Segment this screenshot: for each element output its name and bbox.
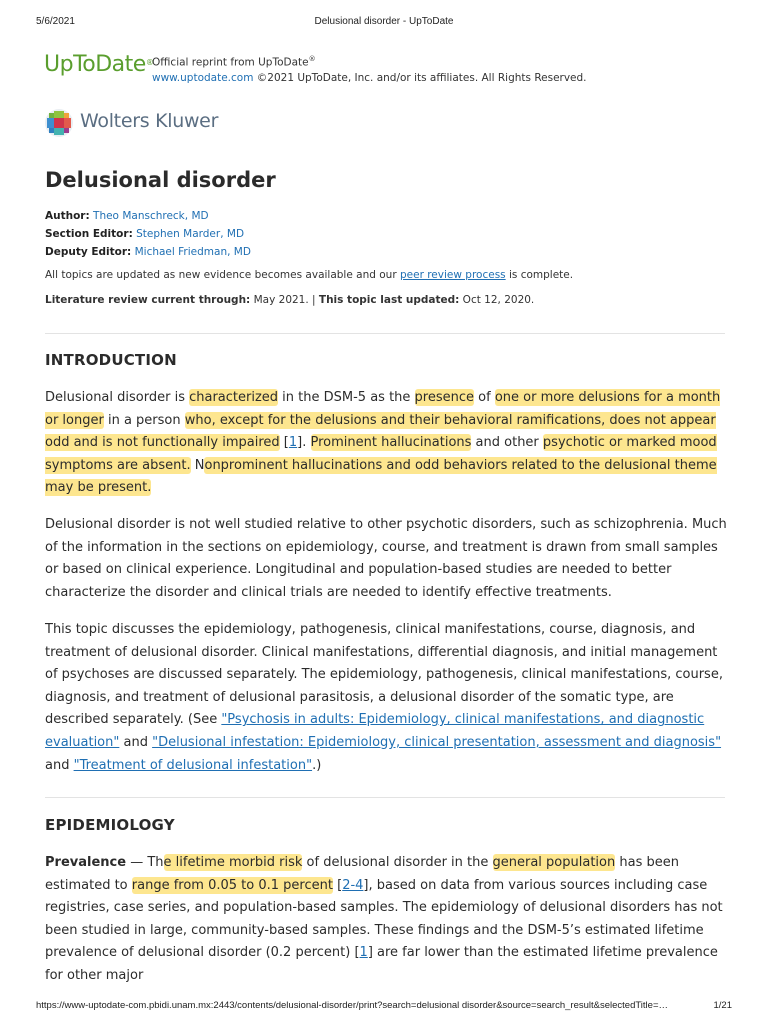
author-link[interactable]: Theo Manschreck, MD [93, 210, 209, 222]
update-note: All topics are updated as new evidence becomes available and our peer review process is complete. [45, 269, 574, 281]
print-header [36, 16, 732, 32]
psychosis-topic-link[interactable]: "Psychosis in adults: Epidemiology, clinical manifestations, and diagnostic evaluation" [45, 712, 705, 750]
infestation-treatment-topic-link[interactable]: "Treatment of delusional infestation" [73, 757, 313, 773]
section-heading-introduction: INTRODUCTION [45, 351, 177, 369]
brand-bar [44, 50, 724, 90]
article-title: Delusional disorder [45, 168, 276, 192]
intro-paragraph-1: Delusional disorder is characterized in the DSM-5 as the presence of one or more delusions for a month or longer in a person who, except for the delusions and their behavioral ramifications, does not appear odd and is not functionally impaired [1]. Prominent hallucinations and other psychotic or marked mood symptoms are absent. Nonprominent hallucinations and odd behaviors related to the delusional theme may be present. [45, 390, 721, 496]
print-footer [36, 1000, 732, 1014]
deputy-editor-link[interactable]: Michael Friedman, MD [134, 246, 251, 258]
intro-paragraph-2: Delusional disorder is not well studied relative to other psychotic disorders, such as schizophrenia. Much of the information in the sections on epidemiology, course, and treatment is drawn from small samples or based on clinical experience. Longitudinal and population-based studies are needed to better characterize the disorder and clinical trials are needed to identify effective treatments. [45, 517, 727, 600]
section-heading-epidemiology: EPIDEMIOLOGY [45, 816, 175, 834]
print-title: Delusional disorder - UpToDate [314, 16, 454, 27]
intro-paragraph-3: This topic discusses the epidemiology, pathogenesis, clinical manifestations, course, diagnosis, and treatment of delusional disorder. Clinical manifestations, differential diagnosis, and initial management of psychoses are discussed separately. The epidemiology, pathogenesis, clinical manifestations, course, diagnosis, and treatment of delusional parasitosis, a delusional disorder of the somatic type, are described separately. (See "Psychosis in adults: Epidemiology, clinical manifestations, and diagnostic evaluation" and "Delusional infestation: Epidemiology, clinical presentation, assessment and diagnosis" and "Treatment of delusional infestation".) [45, 622, 723, 773]
peer-review-link[interactable]: peer review process [399, 269, 506, 281]
divider [45, 797, 725, 798]
page-count: 1/21 [713, 1000, 732, 1011]
epidemiology-paragraph-1: Prevalence — The lifetime morbid risk of delusional disorder in the general population has been estimated to range from 0.05 to 0.1 percent [2-4], based on data from various sources including case registries, case series, and population-based samples. The epidemiology of delusional disorders has not been studied in large, community-based samples. These findings and the DSM-5’s estimated lifetime prevalence of delusional disorder (0.2 percent) [1] are far lower than the estimated lifetime prevalence for other major [45, 855, 723, 983]
reference-link[interactable]: 2-4 [342, 877, 364, 893]
wolters-kluwer-logo: Wolters Kluwer [44, 106, 264, 140]
uptodate-logo[interactable]: UpToDate® [44, 52, 154, 77]
print-url: https://www-uptodate-com.pbidi.unam.mx:2443/contents/delusional-disorder/print?search=delusional disorder&source=search_result&selectedTitle=… [36, 1000, 668, 1011]
reference-link[interactable]: 1 [359, 945, 368, 961]
section-editor-link[interactable]: Stephen Marder, MD [136, 228, 245, 240]
uptodate-site-link[interactable]: www.uptodate.com [152, 71, 254, 84]
reprint-notice: Official reprint from UpToDate® www.uptodate.com ©2021 UpToDate, Inc. and/or its affiliates. All Rights Reserved. [152, 55, 587, 84]
print-date: 5/6/2021 [36, 16, 75, 27]
divider [45, 333, 725, 334]
article-credits: Author: Theo Manschreck, MD Section Editor: Stephen Marder, MD Deputy Editor: Michael Friedman, MD [45, 210, 251, 258]
delusional-infestation-topic-link[interactable]: "Delusional infestation: Epidemiology, clinical presentation, assessment and diagnosis" [152, 734, 722, 750]
wolters-kluwer-mark-icon [44, 108, 74, 138]
literature-review-line: Literature review current through: May 2021. | This topic last updated: Oct 12, 2020. [45, 294, 535, 306]
reference-link[interactable]: 1 [288, 435, 298, 451]
